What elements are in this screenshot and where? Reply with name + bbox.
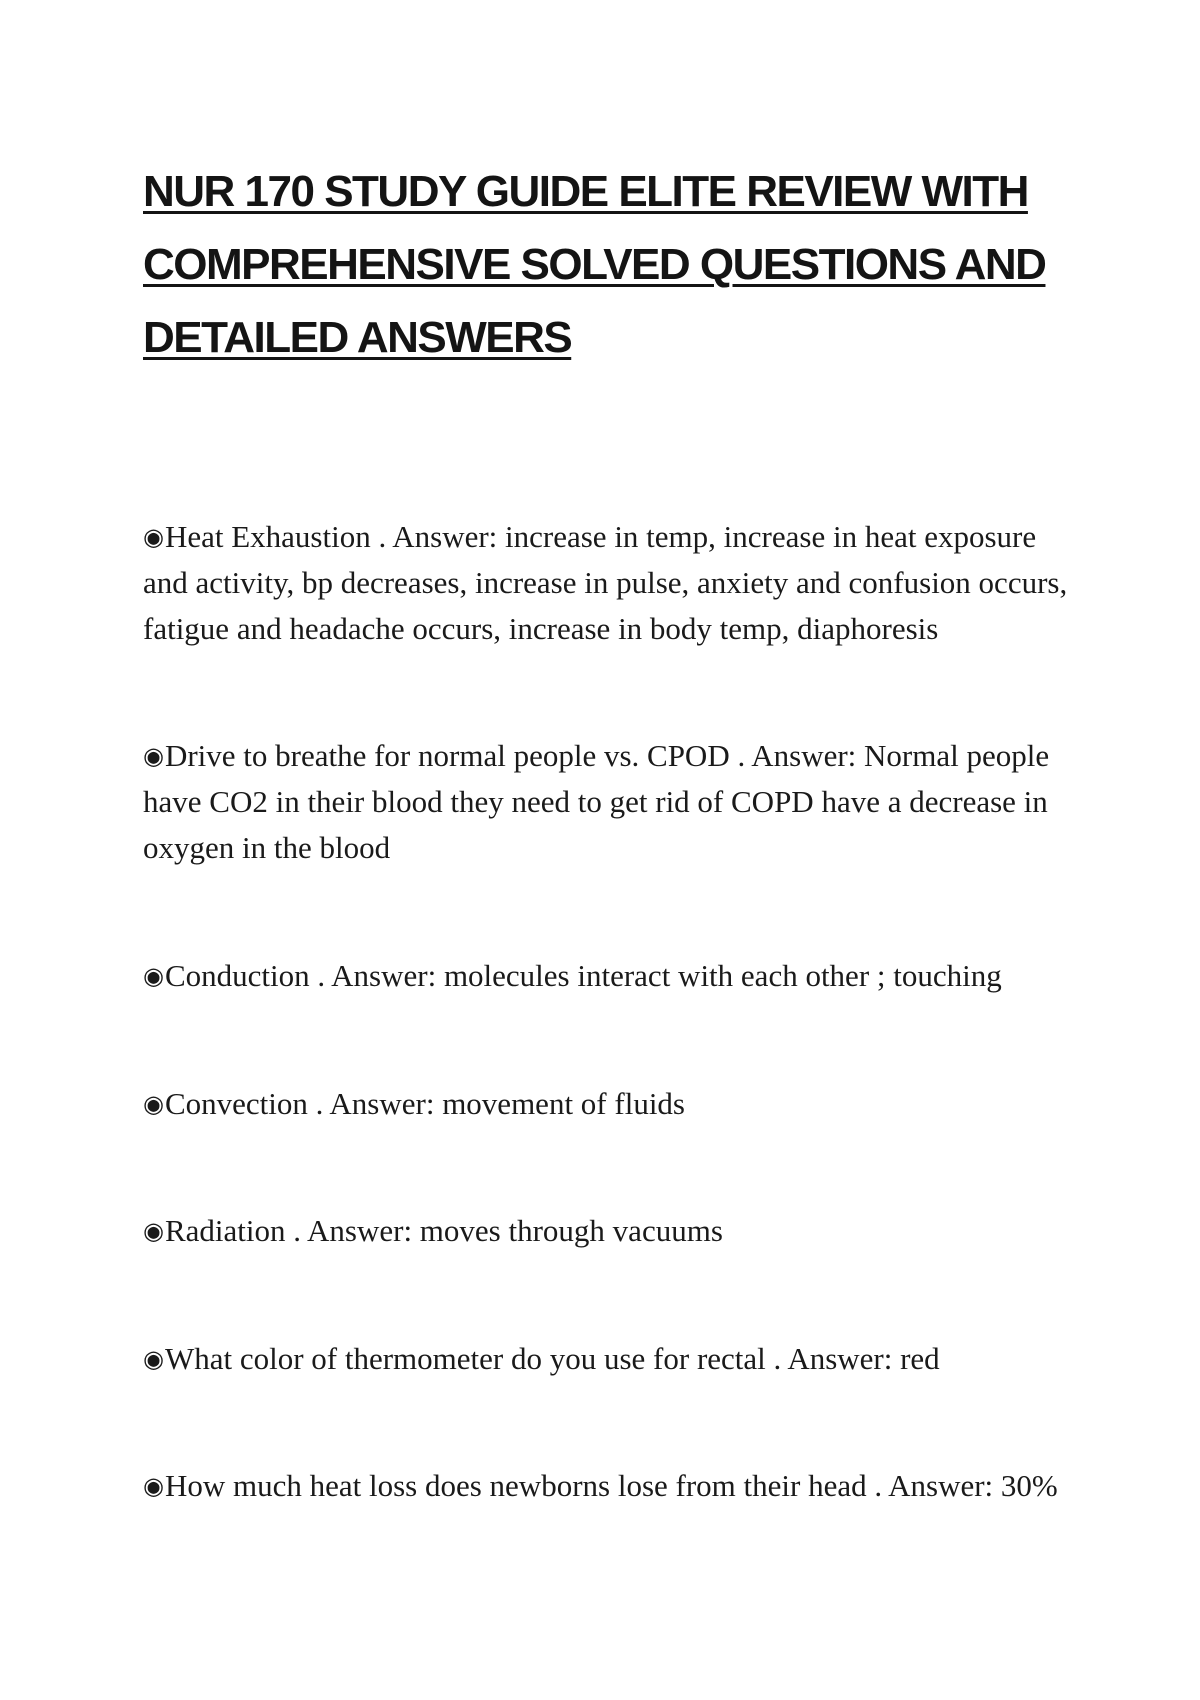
qa-item: [143, 953, 1073, 999]
radio-bullet-icon: ◉: [143, 1217, 164, 1245]
radio-bullet-icon: ◉: [143, 1090, 164, 1118]
qa-text: Convection . Answer: movement of fluids: [164, 1086, 685, 1121]
qa-item: [143, 1463, 1073, 1509]
radio-bullet-icon: ◉: [143, 962, 164, 990]
qa-item: [143, 1208, 1073, 1254]
radio-bullet-icon: ◉: [143, 1345, 164, 1373]
qa-text: How much heat loss does newborns lose from their head . Answer: 30%: [164, 1468, 1058, 1503]
qa-item: [143, 1081, 1073, 1127]
qa-text: Drive to breathe for normal people vs. CPOD . Answer: Normal people have CO2 in their blood they need to get rid of COPD have a decrease in oxygen in the blood: [143, 738, 1050, 865]
radio-bullet-icon: ◉: [143, 1472, 164, 1500]
qa-item: [143, 514, 1073, 652]
qa-text: Conduction . Answer: molecules interact with each other ; touching: [164, 958, 1002, 993]
radio-bullet-icon: ◉: [143, 742, 164, 770]
document-title: NUR 170 STUDY GUIDE ELITE REVIEW WITH COMPREHENSIVE SOLVED QUESTIONS AND DETAILED ANSWERS: [143, 167, 1046, 362]
radio-bullet-icon: ◉: [143, 523, 164, 551]
qa-item: [143, 733, 1073, 871]
qa-text: Heat Exhaustion . Answer: increase in temp, increase in heat exposure and activity, bp decreases, increase in pulse, anxiety and confusion occurs, fatigue and headache occurs, increase in body temp, diaphoresis: [143, 519, 1068, 646]
qa-text: What color of thermometer do you use for rectal . Answer: red: [164, 1341, 940, 1376]
qa-text: Radiation . Answer: moves through vacuums: [164, 1213, 723, 1248]
qa-item: [143, 1336, 1073, 1382]
